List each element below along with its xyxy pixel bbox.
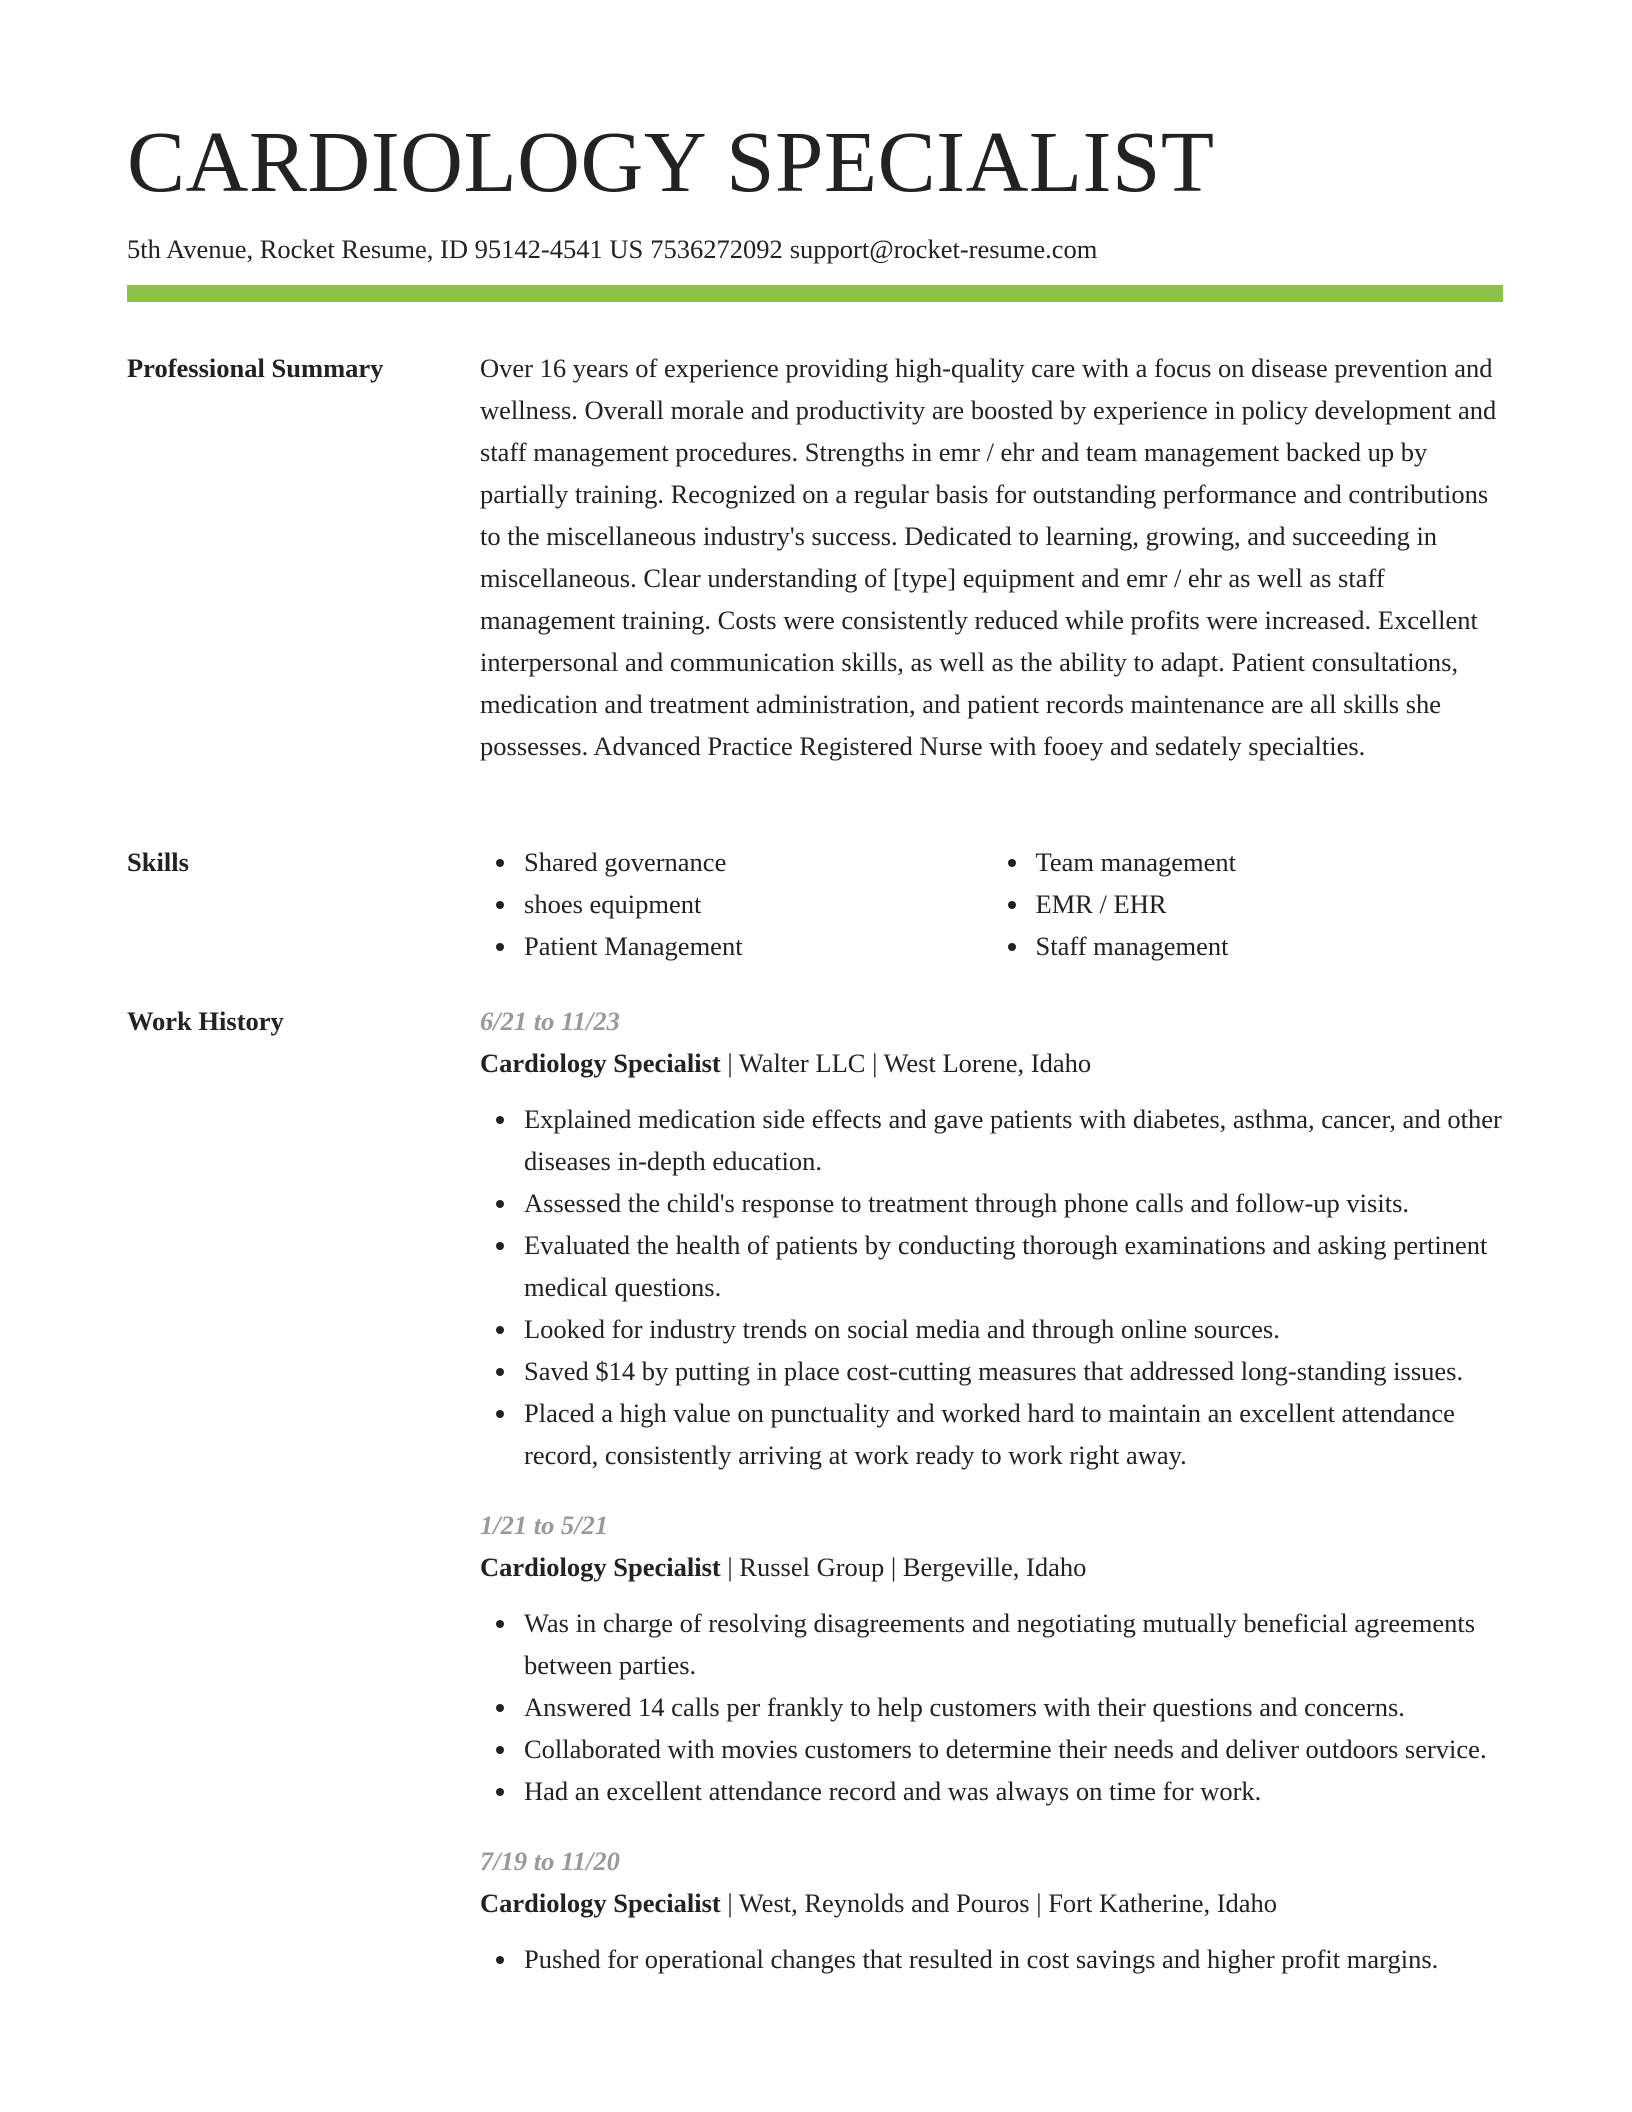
skills-grid [480, 841, 1503, 967]
job-header [480, 1546, 1503, 1588]
job-bullet: Placed a high value on punctuality and worked hard to maintain an excellent attendance record, consistently arriving at work ready to work right away. [480, 1392, 1503, 1476]
job-title: Cardiology Specialist [480, 1552, 721, 1582]
job-header [480, 1882, 1503, 1924]
job-dates: 1/21 to 5/21 [480, 1510, 609, 1540]
work-history-heading: Work History [127, 1006, 284, 1036]
job-separator: | [720, 1552, 740, 1582]
skill-item: Shared governance [524, 841, 992, 883]
job-bullet: Answered 14 calls per frankly to help customers with their questions and concerns. [480, 1686, 1503, 1728]
resume-name: CARDIOLOGY SPECIALIST [127, 113, 1215, 210]
skill-item: EMR / EHR [1036, 883, 1504, 925]
job-separator: | [884, 1552, 903, 1582]
skills-body [480, 841, 1503, 967]
job-dates: 7/19 to 11/20 [480, 1846, 620, 1876]
summary-text: Over 16 years of experience providing high-quality care with a focus on disease prevention and wellness. Overall morale and productivity are boosted by experience in policy development and staff management procedures. Strengths in emr / ehr and team management backed up by partially training. Recognized on a regular basis for outstanding performance and contributions to the miscellaneous industry's success. Dedicated to learning, growing, and succeeding in miscellaneous. Clear understanding of [type] equipment and emr / ehr as well as staff management training. Costs were consistently reduced while profits were increased. Excellent interpersonal and communication skills, as well as the ability to adapt. Patient consultations, medication and treatment administration, and patient records maintenance are all skills she possesses. Advanced Practice Registered Nurse with fooey and sedately specialties. [480, 353, 1497, 761]
job-separator: | [720, 1888, 739, 1918]
job-bullets [480, 1938, 1503, 1980]
job-entry [480, 1840, 1503, 1980]
job-company: Walter LLC [738, 1048, 866, 1078]
job-separator: | [865, 1048, 884, 1078]
job-bullet: Was in charge of resolving disagreements and negotiating mutually beneficial agreements between parties. [480, 1602, 1503, 1686]
header-divider [127, 285, 1503, 302]
job-separator: | [720, 1048, 739, 1078]
skill-item: Patient Management [524, 925, 992, 967]
job-header [480, 1042, 1503, 1084]
job-bullet: Saved $14 by putting in place cost-cutting measures that addressed long-standing issues. [480, 1350, 1503, 1392]
summary-heading: Professional Summary [127, 353, 384, 383]
contact-line [127, 231, 1097, 267]
job-location: Bergeville, Idaho [902, 1552, 1087, 1582]
job-bullet: Evaluated the health of patients by conducting thorough examinations and asking pertinent medical questions. [480, 1224, 1503, 1308]
job-company: Russel Group [739, 1552, 885, 1582]
skill-item: Staff management [1036, 925, 1504, 967]
job-bullet: Assessed the child's response to treatment through phone calls and follow-up visits. [480, 1182, 1503, 1224]
job-bullets [480, 1602, 1503, 1812]
job-bullet: Explained medication side effects and gave patients with diabetes, asthma, cancer, and other diseases in-depth education. [480, 1098, 1503, 1182]
contact-phone: 7536272092 [650, 234, 783, 264]
job-entry [480, 1504, 1503, 1812]
job-title: Cardiology Specialist [480, 1048, 721, 1078]
contact-email: support@rocket-resume.com [789, 234, 1098, 264]
skill-item: shoes equipment [524, 883, 992, 925]
skill-item: Team management [1036, 841, 1504, 883]
skills-heading: Skills [127, 847, 189, 877]
job-bullet: Collaborated with movies customers to determine their needs and deliver outdoors service. [480, 1728, 1503, 1770]
job-company: West, Reynolds and Pouros [738, 1888, 1030, 1918]
job-location: Fort Katherine, Idaho [1048, 1888, 1278, 1918]
skills-column-left [480, 841, 992, 967]
summary-body [480, 347, 1503, 767]
job-bullet: Looked for industry trends on social media and through online sources. [480, 1308, 1503, 1350]
job-bullet: Had an excellent attendance record and was always on time for work. [480, 1770, 1503, 1812]
work-history-body [480, 1000, 1503, 2008]
job-separator: | [1029, 1888, 1049, 1918]
skills-column-right [992, 841, 1504, 967]
job-dates: 6/21 to 11/23 [480, 1006, 620, 1036]
job-title: Cardiology Specialist [480, 1888, 721, 1918]
job-bullet: Pushed for operational changes that resulted in cost savings and higher profit margins. [480, 1938, 1503, 1980]
contact-address: 5th Avenue, Rocket Resume, ID 95142-4541 US [127, 234, 644, 264]
job-entry [480, 1000, 1503, 1476]
job-bullets [480, 1098, 1503, 1476]
job-location: West Lorene, Idaho [883, 1048, 1092, 1078]
